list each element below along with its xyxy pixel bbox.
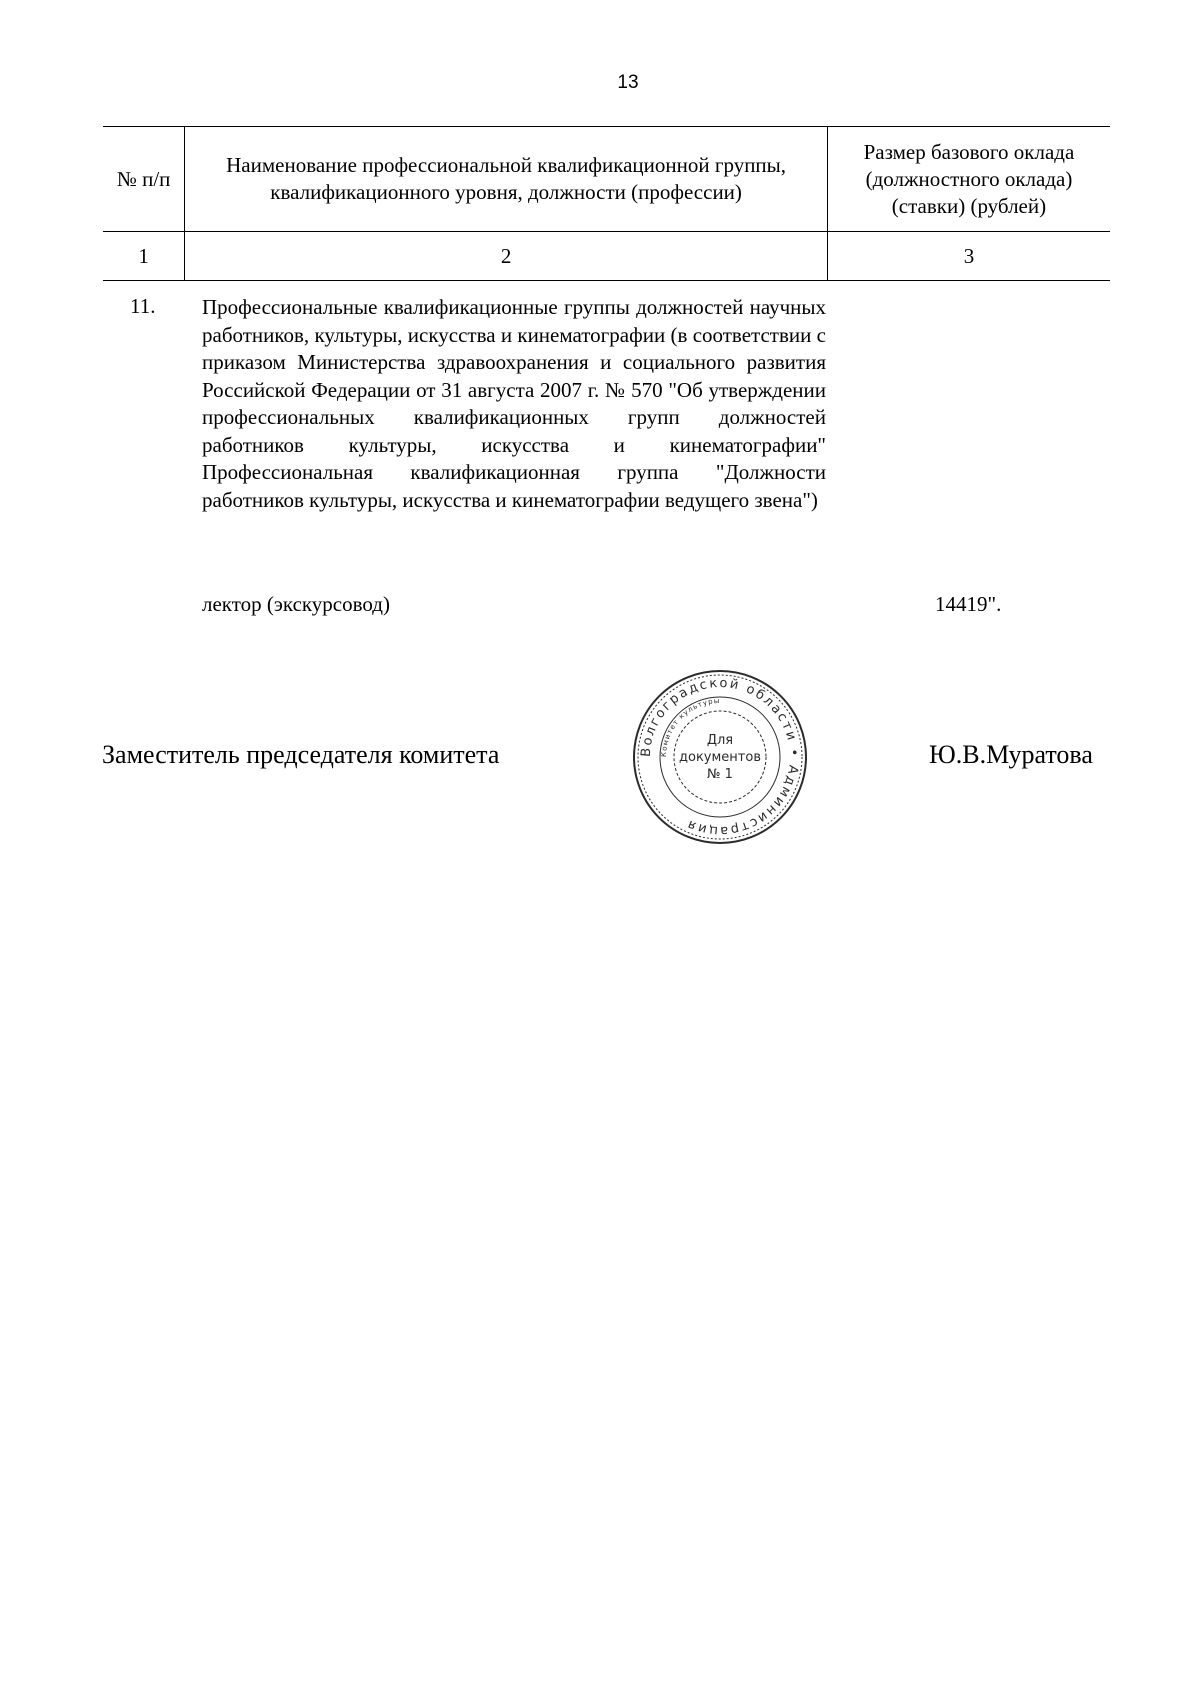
page-number: 13 bbox=[617, 72, 639, 93]
qualification-group-text: Профессиональные квалификационные группы должностей научных работников, культуры, искусства и кинематографии (в соответствии с приказом Министерства здравоохранения и социального развития Российской Федерации от 31 августа 2007 г. № 570 "Об утверждении профессиональных квалификационных групп должностей работников культуры, искусства и кинематографии" Профессиональная квалификационная группа "Должности работников культуры, искусства и кинематографии ведущего звена") bbox=[202, 295, 826, 512]
table-header-row bbox=[103, 127, 1110, 232]
salary-table bbox=[103, 126, 1110, 281]
header-name: Наименование профессиональной квалификационной группы, квалификационного уровня, должности (профессии) bbox=[185, 127, 828, 232]
column-number-2: 2 bbox=[185, 232, 828, 281]
signatory-name: Ю.В.Муратова bbox=[929, 740, 1093, 769]
stamp-center-line-2: документов bbox=[679, 750, 761, 765]
official-stamp bbox=[629, 666, 811, 848]
stamp-inner-text: Комитет культуры bbox=[659, 696, 721, 758]
column-number-1: 1 bbox=[103, 232, 185, 281]
table-column-numbers-row bbox=[103, 232, 1110, 281]
position-salary: 14419". bbox=[935, 592, 1002, 616]
stamp-center-line-1: Для bbox=[706, 733, 734, 748]
position-name: лектор (экскурсовод) bbox=[202, 592, 390, 616]
stamp-ring-text: Волгоградской области • Администрация bbox=[638, 675, 802, 839]
stamp-center-line-3: № 1 bbox=[707, 767, 733, 782]
row-number: 11. bbox=[130, 294, 156, 318]
header-number: № п/п bbox=[103, 127, 185, 232]
column-number-3: 3 bbox=[827, 232, 1110, 281]
header-salary: Размер базового оклада (должностного оклада) (ставки) (рублей) bbox=[827, 127, 1110, 232]
signatory-title: Заместитель председателя комитета bbox=[102, 740, 500, 769]
